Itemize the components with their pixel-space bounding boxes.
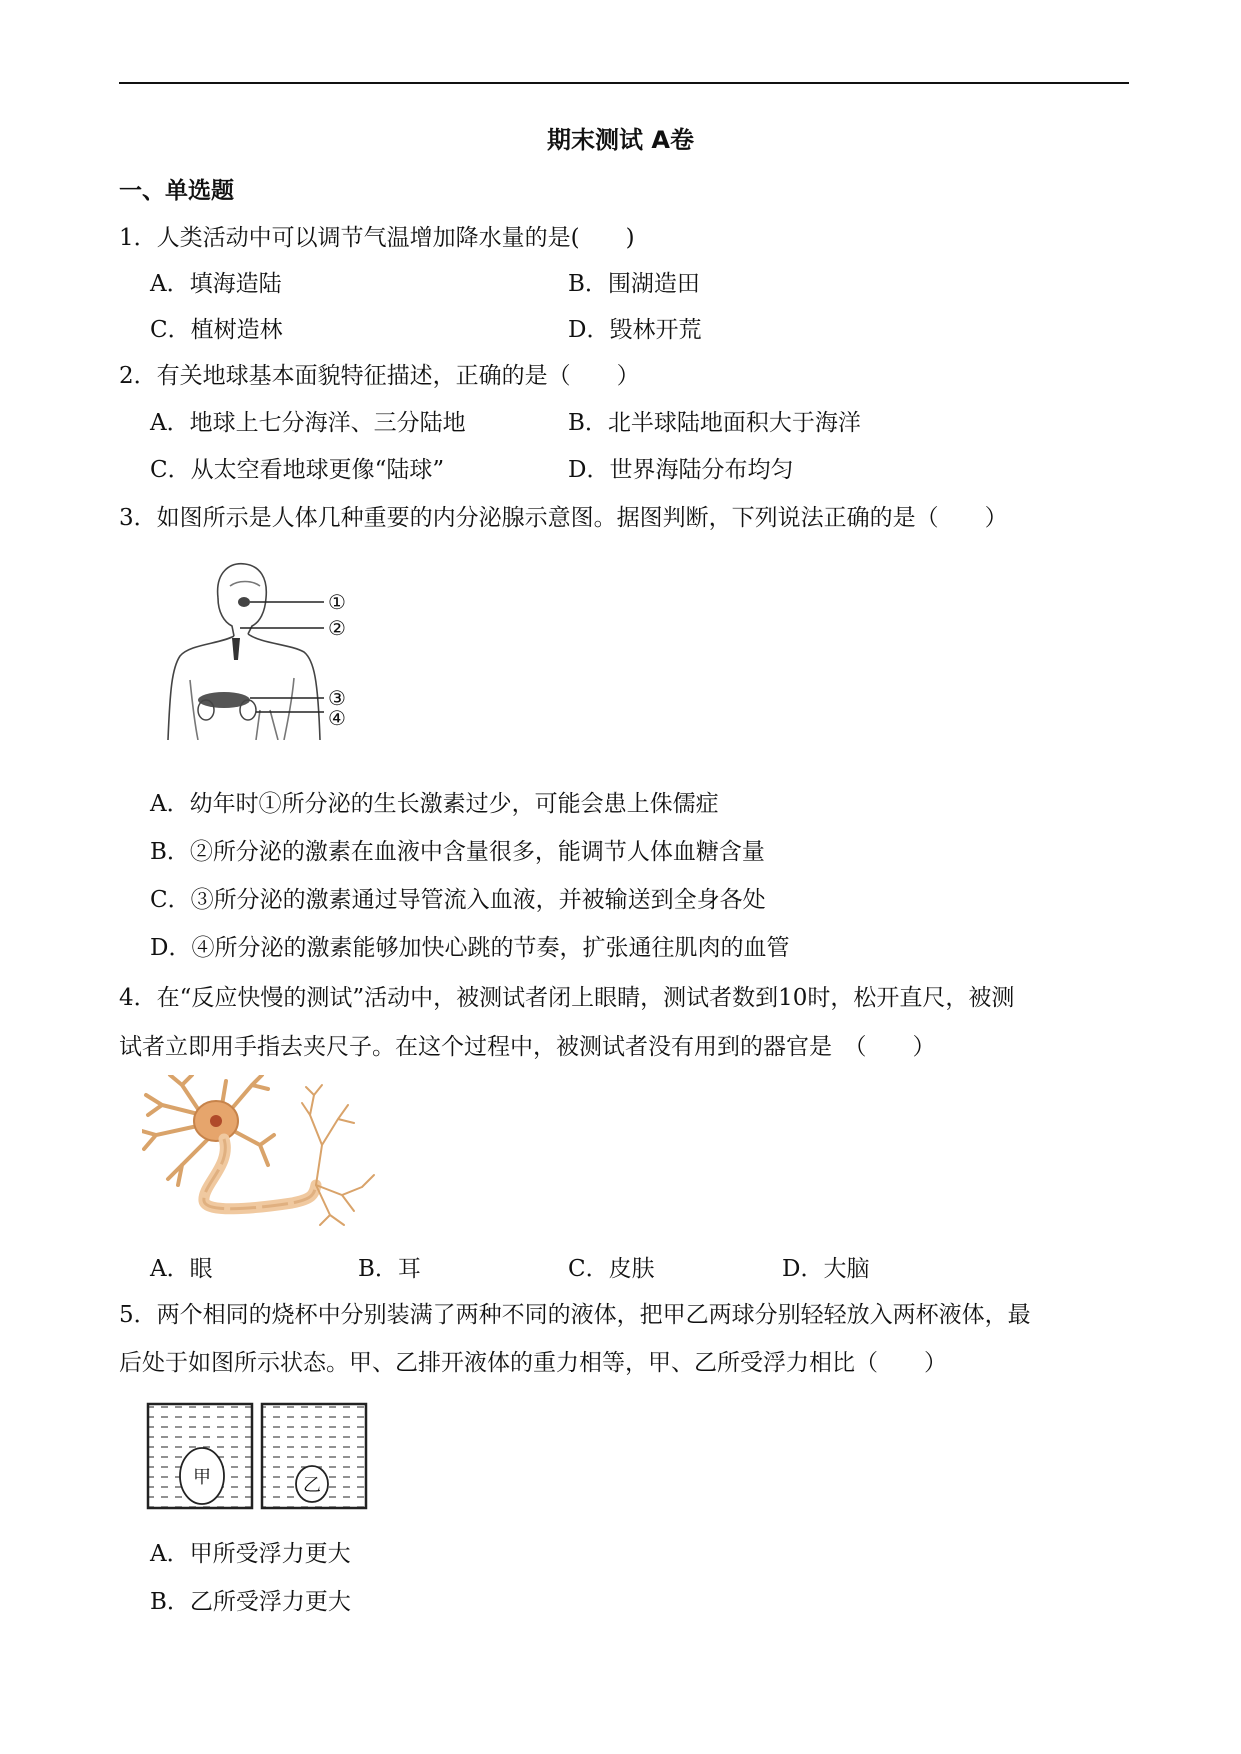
question-1-stem: 1．人类活动中可以调节气温增加降水量的是( ) [119, 225, 635, 251]
question-5-stem-line-1: 5．两个相同的烧杯中分别装满了两种不同的液体，把甲乙两球分别轻轻放入两杯液体，最 [119, 1302, 1031, 1328]
question-1-option-a[interactable]: A．填海造陆 [150, 271, 282, 297]
question-4-stem-line-1: 4．在“反应快慢的测试”活动中，被测试者闭上眼睛，测试者数到10时，松开直尺，被测 [119, 985, 1015, 1011]
question-3-stem: 3．如图所示是人体几种重要的内分泌腺示意图。据图判断，下列说法正确的是（ ） [119, 505, 1008, 531]
question-5-option-b[interactable]: B．乙所受浮力更大 [150, 1589, 351, 1615]
question-4-option-b[interactable]: B．耳 [358, 1256, 421, 1282]
label-3: ③ [328, 686, 346, 710]
question-2-option-b[interactable]: B．北半球陆地面积大于海洋 [568, 410, 861, 436]
question-4-option-c[interactable]: C．皮肤 [568, 1256, 655, 1282]
section-heading: 一、单选题 [119, 178, 234, 204]
question-5-option-a[interactable]: A．甲所受浮力更大 [150, 1541, 351, 1567]
question-4-stem-line-2: 试者立即用手指去夹尺子。在这个过程中，被测试者没有用到的器官是 （ ） [119, 1034, 936, 1060]
question-1-option-d[interactable]: D．毁林开荒 [568, 317, 702, 343]
question-5-stem-line-2: 后处于如图所示状态。甲、乙排开液体的重力相等，甲、乙所受浮力相比（ ） [119, 1350, 947, 1376]
question-1-option-b[interactable]: B．围湖造田 [568, 271, 700, 297]
question-3-option-b[interactable]: B．②所分泌的激素在血液中含量很多，能调节人体血糖含量 [150, 839, 765, 865]
label-yi: 乙 [303, 1475, 321, 1496]
question-4-option-d[interactable]: D．大脑 [782, 1256, 870, 1282]
label-2: ② [328, 616, 346, 640]
thyroid-gland-shape [232, 638, 240, 660]
question-2-option-c[interactable]: C．从太空看地球更像“陆球” [150, 457, 445, 483]
label-jia: 甲 [193, 1467, 211, 1488]
question-2-option-d[interactable]: D．世界海陆分布均匀 [568, 457, 794, 483]
beakers-diagram [146, 1402, 368, 1510]
endocrine-gland-diagram [160, 560, 390, 740]
header-rule [119, 82, 1129, 84]
question-1-option-c[interactable]: C．植树造林 [150, 317, 283, 343]
question-3-option-c[interactable]: C．③所分泌的激素通过导管流入血液，并被输送到全身各处 [150, 887, 766, 913]
nucleus-shape [210, 1115, 222, 1127]
question-4-option-a[interactable]: A．眼 [150, 1256, 213, 1282]
label-1: ① [328, 590, 346, 614]
question-3-option-d[interactable]: D．④所分泌的激素能够加快心跳的节奏，扩张通往肌肉的血管 [150, 935, 790, 961]
question-2-stem: 2．有关地球基本面貌特征描述，正确的是（ ） [119, 363, 640, 389]
neuron-diagram [142, 1075, 378, 1227]
question-2-option-a[interactable]: A．地球上七分海洋、三分陆地 [150, 410, 466, 436]
pituitary-gland-shape [238, 597, 250, 607]
question-3-option-a[interactable]: A．幼年时①所分泌的生长激素过少，可能会患上侏儒症 [150, 791, 719, 817]
page-title: 期末测试 A卷 [547, 126, 694, 154]
label-4: ④ [328, 706, 346, 730]
